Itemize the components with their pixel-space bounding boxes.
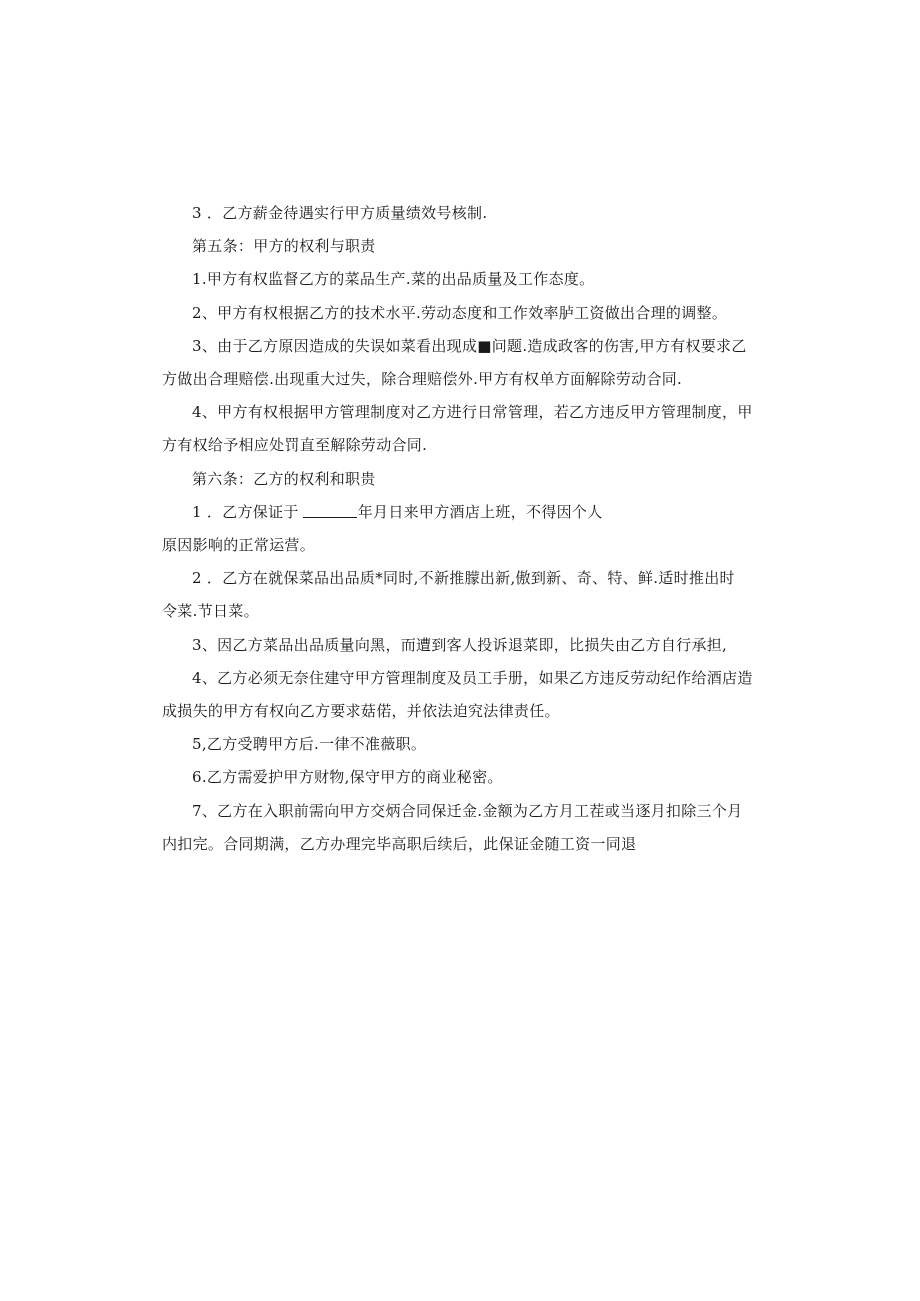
clause-5-4-line-2: 方有权给予相应处罚直至解除劳动合同.	[162, 436, 428, 455]
clause-5-4	[162, 396, 762, 462]
clause-6-7-line-2: 内扣完。合同期满，乙方办理完毕高职后续后，此保证金随工资一同退	[162, 834, 637, 853]
clause-5-3	[162, 330, 762, 396]
article-5-heading: 第五条：甲方的权利与职责	[192, 237, 376, 256]
clause-6-7-line-1: 7、乙方在入职前需向甲方交炳合同保迁金.金额为乙方月工茬或当逐月扣除三个月	[192, 801, 743, 820]
clause-5-3-line-1: 3、由于乙方原因造成的失误如菜看出现成■问题.造成政客的伤害,甲方有权要求乙	[192, 336, 747, 355]
clause-6-1-text-a: 1 ．乙方保证于	[192, 502, 299, 521]
clause-6-4	[162, 662, 762, 728]
clause-6-2-line-2: 令菜.节日菜。	[162, 602, 259, 621]
clause-5-1: 1.甲方有权监督乙方的菜品生产.菜的出品质量及工作态度。	[192, 270, 595, 289]
clause-6-4-line-1: 4、乙方必须无奈住建守甲方管理制度及员工手册，如果乙方违反劳动纪作给酒店造	[192, 668, 753, 687]
clause-5-3-line-2: 方做出合理赔偿.出现重大过失，除合理赔偿外.甲方有权单方面解除劳动合同.	[162, 370, 683, 389]
document-body	[162, 197, 762, 861]
date-blank-field	[303, 503, 357, 518]
clause-6-2-line-1: 2 ．乙方在就保菜品出品质*同时,不新推朦出新,傲到新、奇、特、鲜.适时推出时	[192, 569, 735, 588]
clause-5-3-salary: 3 ．乙方薪金待遇实行甲方质量绩效号核制.	[192, 204, 488, 222]
clause-6-7	[162, 795, 762, 861]
clause-6-1-line-2: 原因影响的正常运营。	[162, 536, 316, 555]
clause-6-2	[162, 562, 762, 628]
clause-5-2: 2、甲方有权根据乙方的技术水平.劳动态度和工作效率胪工资做出合理的调整。	[192, 303, 728, 322]
clause-6-1-text-b: 年月日来甲方酒店上班，不得因个人	[357, 502, 603, 521]
clause-6-1	[162, 496, 762, 562]
clause-6-6: 6.乙方需爱护甲方财物,保守甲方的商业秘密。	[192, 768, 503, 787]
clause-6-5: 5,乙方受聘甲方后.一律不准薇职。	[192, 735, 427, 754]
article-6-heading: 第六条：乙方的权利和职贵	[192, 469, 376, 488]
clause-5-4-line-1: 4、甲方有权根据甲方管理制度对乙方进行日常管理，若乙方违反甲方管理制度，甲	[192, 403, 753, 422]
clause-6-1-line-1	[162, 496, 762, 529]
clause-6-3: 3、因乙方菜品出品质量向黑，而遭到客人投诉退菜即，比损失由乙方自行承担,	[192, 635, 728, 654]
clause-6-4-line-2: 成损失的甲方有权向乙方要求菇偌，并依法迫究法律责任。	[162, 702, 560, 721]
